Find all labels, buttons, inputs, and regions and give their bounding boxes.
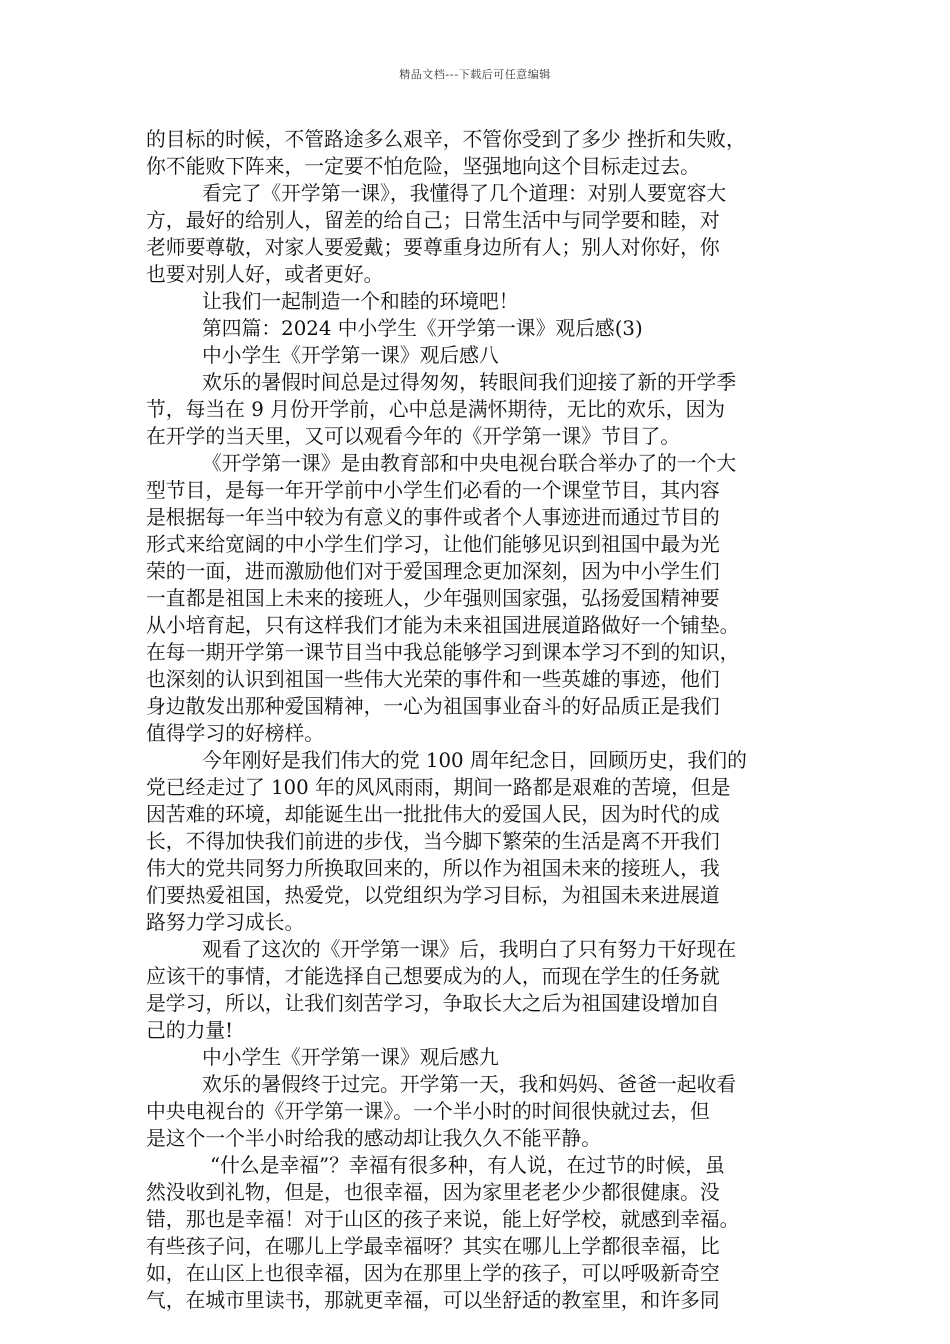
text-line: 第四篇：2024 中小学生《开学第一课》观后感(3) xyxy=(202,317,643,340)
text-line: 身边散发出那种爱国精神，一心为祖国事业奋斗的好品质正是我们 xyxy=(146,695,720,718)
text-line: 欢乐的暑假终于过完。开学第一天，我和妈妈、爸爸一起收看 xyxy=(202,1073,737,1096)
text-line: 也要对别人好，或者更好。 xyxy=(146,263,384,286)
text-line: 错，那也是幸福！对于山区的孩子来说，能上好学校，就感到幸福。 xyxy=(146,1208,740,1231)
text-line: 值得学习的好榜样。 xyxy=(146,722,325,745)
text-line: 是这个一个半小时给我的感动却让我久久不能平静。 xyxy=(146,1127,601,1150)
text-line: 看完了《开学第一课》，我懂得了几个道理：对别人要宽容大 xyxy=(202,182,727,205)
text-line: 应该干的事情，才能选择自己想要成为的人，而现在学生的任务就 xyxy=(146,965,720,988)
text-line: 型节目，是每一年开学前中小学生们必看的一个课堂节目，其内容 xyxy=(146,479,720,502)
text-line: 伟大的党共同努力所换取回来的，所以作为祖国未来的接班人，我 xyxy=(146,857,720,880)
text-line: 一直都是祖国上未来的接班人，少年强则国家强，弘扬爱国精神要 xyxy=(146,587,720,610)
text-line: 荣的一面，进而激励他们对于爱国理念更加深刻，因为中小学生们 xyxy=(146,560,720,583)
text-line: 路努力学习成长。 xyxy=(146,911,305,934)
text-line: 也深刻的认识到祖国一些伟大光荣的事件和一些英雄的事迹，他们 xyxy=(146,668,720,691)
text-line: 今年刚好是我们伟大的党 100 周年纪念日，回顾历史，我们的 xyxy=(202,749,747,772)
text-line: 形式来给宽阔的中小学生们学习，让他们能够见识到祖国中最为光 xyxy=(146,533,720,556)
text-line: 有些孩子问，在哪儿上学最幸福呀？其实在哪儿上学都很幸福，比 xyxy=(146,1235,720,1258)
text-line: 欢乐的暑假时间总是过得匆匆，转眼间我们迎接了新的开学季 xyxy=(202,371,737,394)
text-line: “什么是幸福”？幸福有很多种，有人说，在过节的时候，虽 xyxy=(210,1154,725,1177)
text-line: 是学习，所以，让我们刻苦学习，争取长大之后为祖国建设增加自 xyxy=(146,992,720,1015)
text-line: 中小学生《开学第一课》观后感八 xyxy=(202,344,499,367)
text-line: 你不能败下阵来，一定要不怕危险，坚强地向这个目标走过去。 xyxy=(146,155,700,178)
text-line: 观看了这次的《开学第一课》后，我明白了只有努力干好现在 xyxy=(202,938,737,961)
text-line: 因苦难的环境，却能诞生出一批批伟大的爱国人民，因为时代的成 xyxy=(146,803,720,826)
text-line: 让我们一起制造一个和睦的环境吧！ xyxy=(202,290,519,313)
text-line: 《开学第一课》是由教育部和中央电视台联合举办了的一个大 xyxy=(202,452,737,475)
text-line: 是根据每一年当中较为有意义的事件或者个人事迹进而通过节目的 xyxy=(146,506,720,529)
text-line: 中央电视台的《开学第一课》。一个半小时的时间很快就过去，但 xyxy=(146,1100,710,1123)
text-line: 如，在山区上也很幸福，因为在那里上学的孩子，可以呼吸新奇空 xyxy=(146,1262,720,1285)
text-line: 节，每当在 9 月份开学前，心中总是满怀期待，无比的欢乐，因为 xyxy=(146,398,726,421)
text-line: 在每一期开学第一课节目当中我总能够学习到课本学习不到的知识， xyxy=(146,641,740,664)
text-line: 气，在城市里读书，那就更幸福，可以坐舒适的教室里，和许多同 xyxy=(146,1289,720,1312)
text-line: 们要热爱祖国，热爱党，以党组织为学习目标，为祖国未来进展道 xyxy=(146,884,720,907)
text-line: 在开学的当天里，又可以观看今年的《开学第一课》节目了。 xyxy=(146,425,681,448)
text-line: 然没收到礼物，但是，也很幸福，因为家里老老少少都很健康。没 xyxy=(146,1181,720,1204)
document-body xyxy=(146,126,826,1314)
text-line: 的目标的时候，不管路途多么艰辛，不管你受到了多少 挫折和失败， xyxy=(146,128,746,151)
text-line: 老师要尊敬，对家人要爱戴；要尊重身边所有人；别人对你好，你 xyxy=(146,236,720,259)
text-line: 党已经走过了 100 年的风风雨雨，期间一路都是艰难的苦境，但是 xyxy=(146,776,731,799)
text-line: 方，最好的给别人，留差的给自己；日常生活中与同学要和睦，对 xyxy=(146,209,720,232)
text-line: 中小学生《开学第一课》观后感九 xyxy=(202,1046,499,1069)
text-line: 长，不得加快我们前进的步伐，当今脚下繁荣的生活是离不开我们 xyxy=(146,830,720,853)
text-line: 己的力量! xyxy=(146,1019,234,1042)
text-line: 从小培育起，只有这样我们才能为未来祖国进展道路做好一个铺垫。 xyxy=(146,614,740,637)
page-header: 精品文档---下载后可任意编辑 xyxy=(399,68,551,81)
